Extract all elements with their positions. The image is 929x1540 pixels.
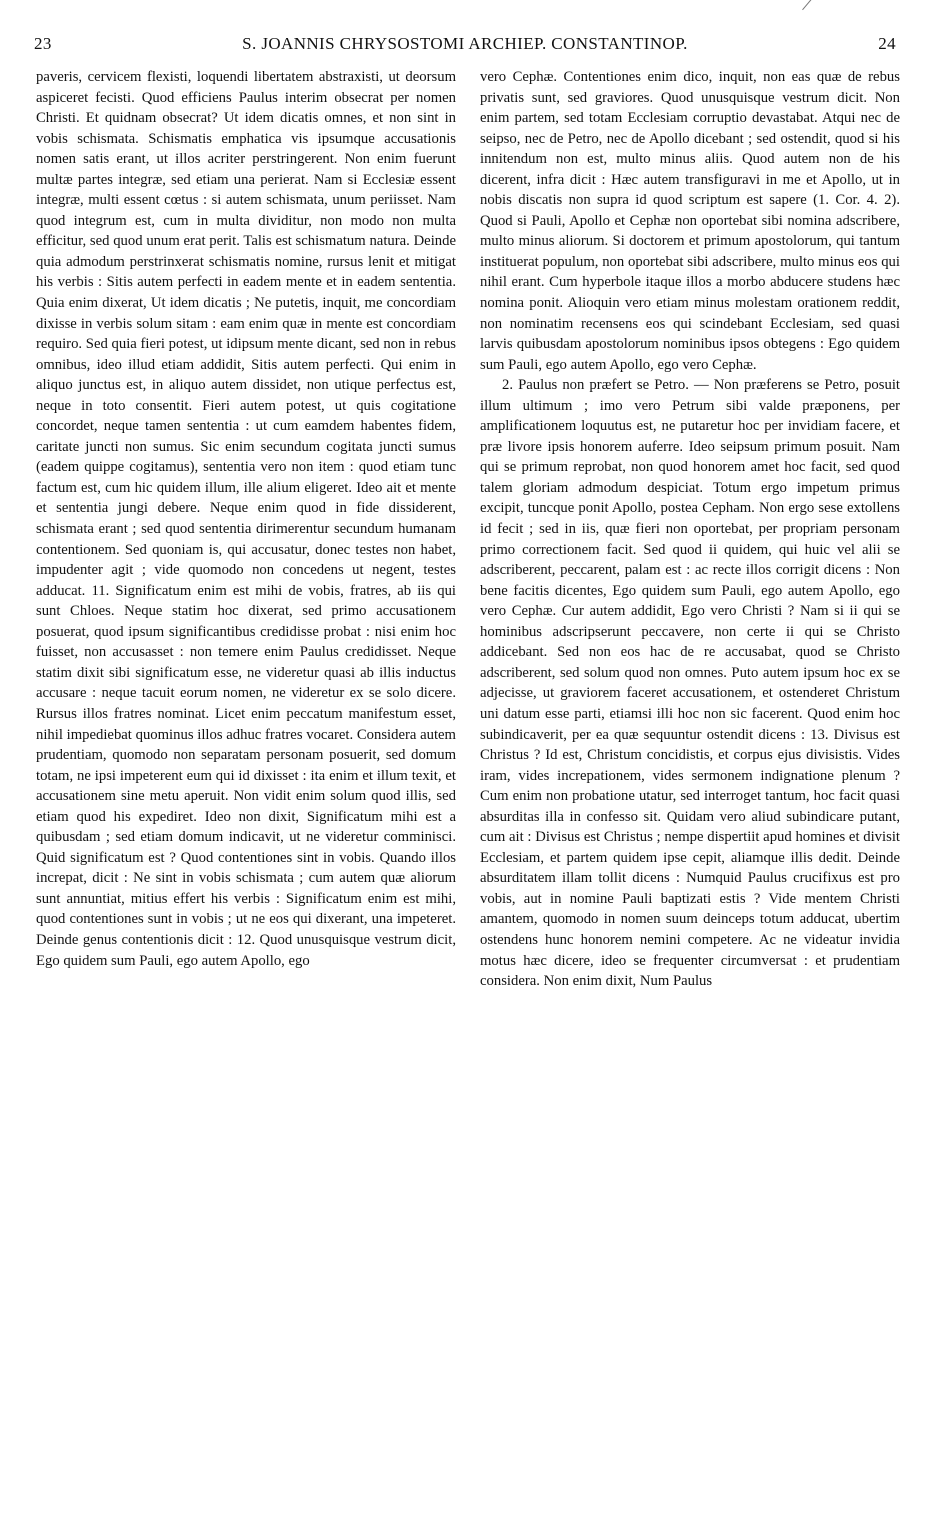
left-column-text: paveris, cervicem flexisti, loquendi libertatem abstraxisti, ut deorsum aspiceret fecisti. Quod efficiens Paulus interim obsecrat per nomen Christi. Et quidnam obsecrat? Ut idem dicatis omnes, et non sint in vobis schismata. Schismatis emphatica vis ipsumque accusationis nomen satis erant, ut illos acriter perstringerent. Non enim fuerunt multæ partes integræ, sed etiam una perierat. Nam si Ecclesiæ essent integræ, multi essent cœtus : si autem schismata, unum periisset. Nam quod integrum est, cum in multa dividitur, non modo non multa efficitur, sed quod unum erat perit. Talis est schismatum natura. Deinde quia admodum perstrinxerat schismatis nomine, rursus lenit et mitigat his verbis : Sitis autem perfecti in eadem mente et in eadem sententia. Quia enim dixerat, Ut idem dicatis ; Ne putetis, inquit, me concordiam dixisse in verbis solum sitam : eam enim quæ in mente est concordiam requiro. Sed quia fieri potest, ut idipsum mente dicant, sed non in rebus omnibus, ideo illud etiam addidit, Sitis autem perfecti. Qui enim in aliquo junctus est, in aliquo autem dissidet, non utique perfectus est, neque in toto consentit. Fieri autem potest, ut quis cogitatione concordet, neque tamen sententia : ut cum eamdem habentes fidem, caritate juncti non sumus. Sic enim secundum cogitata juncti sumus (eadem quippe cogitamus), sententia vero non item : quod etiam tunc factum est, cum hic quidem illum, ille alium eligeret. Ideo ait et mente et sententia jungi debere. Neque enim quod in fide dissiderent, schismata erant ; sed quod sententia dirimerentur secundum humanam contentionem. Sed quoniam is, qui accusatur, donec testes non habet, impudenter agit ; vide quomodo non concedens ut negent, testes adducat. 11. Significatum enim est mihi de vobis, fratres, ab iis qui sunt Chloes. Neque statim hoc dixerat, sed primo accusationem posuerat, quod ipsum significantibus credidisse probat : nisi enim hoc fuisset, non accusasset : non temere enim Paulus credidisset. Neque statim dixit sibi significatum esse, ne videretur quasi ab illis inductus accusare : neque tacuit eorum nomen, ne videretur ex se solo dicere. Rursus illos fratres nominat. Licet enim peccatum manifestum esset, nihil impediebat quominus illos adhuc fratres vocaret. Considera autem prudentiam, quomodo non separatam personam posuerit, sed domum totam, ne ipsi impeterent eum qui id dixisset : ita enim et illum texit, et accusationem sine metu aperuit. Non vidit enim solum quod illis, sed etiam quod his expediret. Ideo non dixit, Significatum mihi est a quibusdam ; sed etiam domum indicavit, ut ne videretur comminisci. Quid significatum est ? Quod contentiones sint in vobis. Quando illos increpat, dicit : Ne sint in vobis schismata ; cum autem quæ aliorum sunt annuntiat, mitius effert his verbis : Significatum enim est mihi, quod contentiones sunt in vobis ; ut ne eos qui dixerant, una impeteret. Deinde genus contentionis dicit : 12. Quod unusquisque vestrum dicit, Ego quidem sum Pauli, ego autem Apollo, ego <box>36 69 456 969</box>
page-number-right: 24 <box>878 34 896 53</box>
right-column <box>480 67 900 992</box>
page-number-left: 23 <box>34 34 52 53</box>
right-column-paragraph-1: vero Cephæ. Contentiones enim dico, inquit, non eas quæ de rebus privatis sunt, sed graviores. Quod unusquisque vestrum dicit. Non enim partem, sed totam Ecclesiam corruptio devastabat. Atqui nec de seipso, nec de Petro, nec de Apollo dicebant ; sed ostendit, quod si his innitendum non est, multo minus aliis. Quod autem non de his dicerent, infra dicit : Hæc autem transfiguravi in me et Apollo, ut in nobis discatis non supra id quod scriptum est sapere (1. Cor. 4. 2). Quod si Pauli, Apollo et Cephæ non oportebat sibi nomina adscribere, multo minus aliorum. Si doctorem et primum apostolorum, qui tantum instituerat populum, non oportebat sibi adscribere, multo minus eos qui nihil erant. Cum hyperbole itaque illos a morbo abducere studens hæc nomina ponit. Alioquin vero etiam minus molestam orationem reddit, non nominatim recensens eos qui scindebant Ecclesiam, sed quasi larvis quibusdam apostolorum nominibus ipsos obtegens : Ego quidem sum Pauli, ego autem Apollo, ego vero Cephæ. <box>480 69 900 373</box>
right-column-paragraph-2: 2. Paulus non præfert se Petro. — Non præferens se Petro, posuit illum ultimum ; imo vero Petrum sibi valde præponens, per amplificationem loquutus est, ne putaretur hoc per invidiam facere, et præ livore ipsis honorem auferre. Ideo seipsum primum posuit. Nam qui se primum reprobat, non quod honorem amet hoc facit, sed quod talem gloriam admodum despiciat. Totum ergo impetum primus excipit, tuncque ponit Apollo, postea Cepham. Non ergo sese extollens id fecit ; sed in iis, quæ fieri non oportebat, per propriam personam primo correctionem facit. Sed quod ii quidem, qui huic vel alii se adscriberent, peccarent, palam est : ac recte illos corrigit dicens : Non bene facitis dicentes, Ego quidem sum Pauli, ego autem Apollo, ego vero Cephæ. Cur autem addidit, Ego vero Christi ? Nam si ii qui se hominibus adscripserunt peccavere, non certe ii qui se Christo addicebant. Sed non eos hac de re accusabat, quod se Christo adscriberent, sed solum quod non omnes. Puto autem ipsum hoc ex se adjecisse, ut graviorem faceret accusationem, et ostenderet Christum uni datum esse parti, etiamsi illi hoc non sic facerent. Quod enim hoc subindicaverit, per ea quæ sequuntur ostendit dicens : 13. Divisus est Christus ? Id est, Christum concidistis, et corpus ejus divisistis. Vides iram, vides increpationem, vides sermonem indignatione plenum ? Cum enim non probatione utatur, sed interroget tantum, hoc facit quasi absurditas illa in confesso sit. Quidam vero aliud subindicare putant, cum ait : Divisus est Christus ; nempe dispertiit apud homines et divisit Ecclesiam, et partem quidem ipse cepit, aliamque illis dedit. Deinde absurditatem illam tollit dicens : Numquid Paulus crucifixus est pro vobis, aut in nomine Pauli baptizati estis ? Vide mentem Christi amantem, quomodo in nomen suum deinceps totum adducat, ubertim ostendens hunc honorem nemini competere. Ac ne videatur invidia motus hæc dicere, ideo se frequenter circumversat : et prudentiam considera. Non enim dixit, Num Paulus <box>480 377 900 990</box>
page-header <box>34 34 896 58</box>
stray-pen-mark <box>802 0 812 10</box>
running-title: S. JOANNIS CHRYSOSTOMI ARCHIEP. CONSTANTINOP. <box>242 34 688 53</box>
left-column <box>36 67 456 971</box>
